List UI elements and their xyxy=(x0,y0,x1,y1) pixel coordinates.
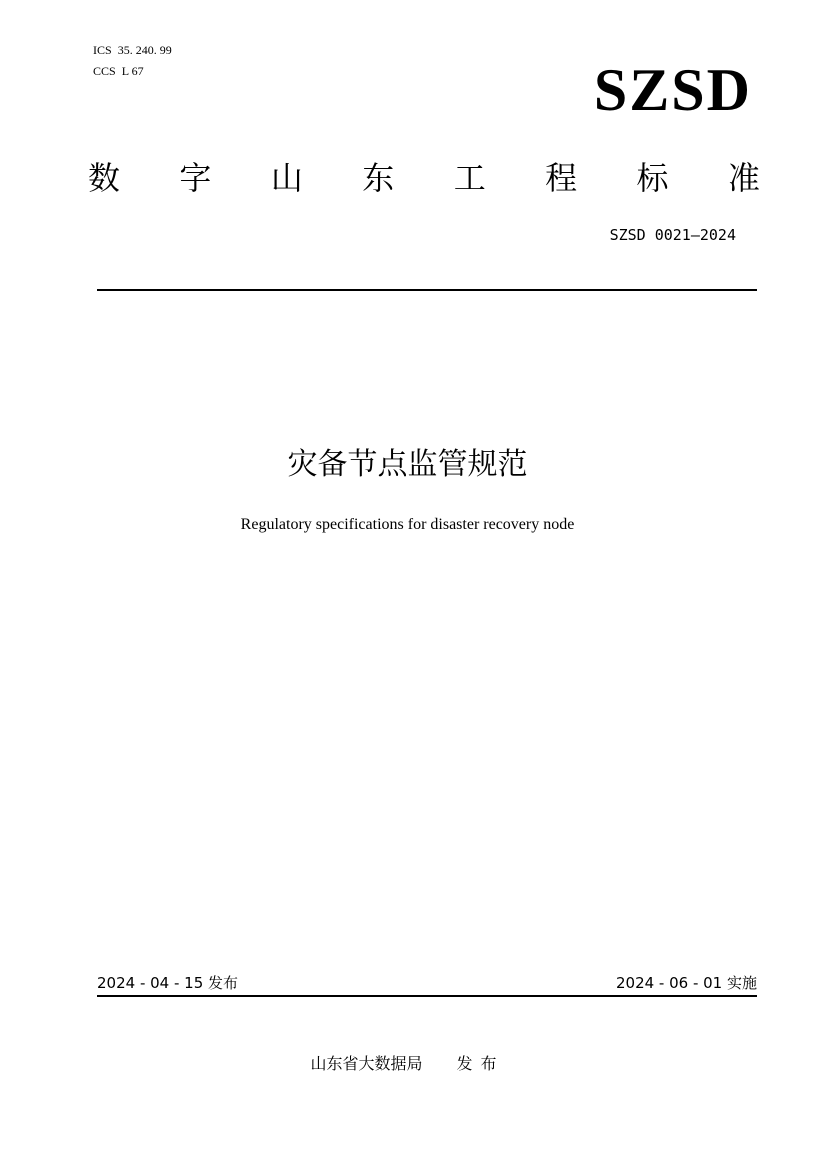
series-char: 程 xyxy=(545,159,578,197)
ccs-row xyxy=(93,61,172,82)
issuer-name: 山东省大数据局 xyxy=(310,1054,423,1073)
series-char: 东 xyxy=(362,159,395,197)
document-subtitle: Regulatory specifications for disaster recovery node xyxy=(240,516,575,533)
series-char: 准 xyxy=(727,159,760,197)
classification-codes xyxy=(93,40,172,82)
bottom-divider xyxy=(97,995,757,997)
document-title: 灾备节点监管规范 xyxy=(287,447,528,482)
series-title xyxy=(88,157,760,199)
series-char: 标 xyxy=(636,159,669,197)
effective-date: 2024 - 06 - 01 实施 xyxy=(615,974,757,992)
top-divider xyxy=(97,289,757,291)
publish-date: 2024 - 04 - 15 发布 xyxy=(97,974,239,992)
series-char: 数 xyxy=(88,159,121,197)
series-char: 山 xyxy=(270,159,303,197)
ccs-label: CCS xyxy=(93,64,116,78)
ics-code: 35. 240. 99 xyxy=(117,43,172,57)
series-char: 工 xyxy=(453,159,486,197)
ics-label: ICS xyxy=(93,43,112,57)
issuer-action: 发布 xyxy=(456,1054,505,1073)
ccs-code: L 67 xyxy=(121,64,144,78)
ics-row xyxy=(93,40,172,61)
brand-mark: SZSD xyxy=(593,57,752,123)
series-char: 字 xyxy=(179,159,212,197)
standard-number: SZSD 0021—2024 xyxy=(609,226,736,244)
issuer-line xyxy=(0,1052,815,1076)
